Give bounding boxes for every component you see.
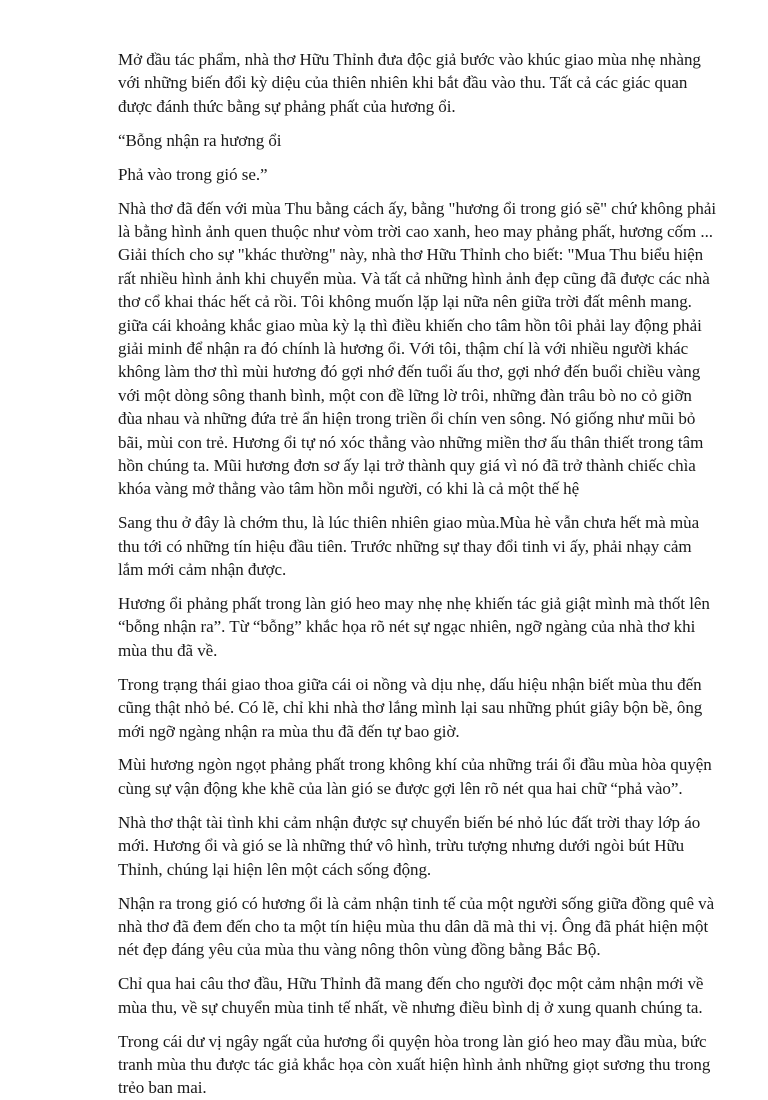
poem-line-1: “Bỗng nhận ra hương ổi bbox=[118, 130, 282, 150]
paragraph-chom-thu: Sang thu ở đây là chớm thu, là lúc thiên nhiên giao mùa.Mùa hè vẫn chưa hết mà mùa thu tới có những tín hiệu đầu tiên. Trước những sự thay đổi tinh vi ấy, phải nhạy cảm lắm mới cảm nhận được. bbox=[118, 513, 700, 580]
poem-line-2: Phả vào trong gió se.” bbox=[118, 164, 268, 184]
paragraph-tai-tinh: Nhà thơ thật tài tình khi cảm nhận được sự chuyển biến bé nhỏ lúc đất trời thay lớp áo mới. Hương ổi và gió se là những thứ vô hình, trừu tượng nhưng dưới ngòi bút Hữu Thỉnh, chúng lại hiện lên một cách sống động. bbox=[118, 812, 701, 879]
paragraph-pha-vao: Mùi hương ngòn ngọt phảng phất trong không khí của những trái ổi đầu mùa hòa quyện cùng sự vận động khe khẽ của làn gió se được gợi lên rõ nét qua hai chữ “phả vào”. bbox=[118, 755, 712, 798]
paragraph-intro: Mở đầu tác phẩm, nhà thơ Hữu Thỉnh đưa độc giả bước vào khúc giao mùa nhẹ nhàng với những biến đổi kỳ diệu của thiên nhiên khi bắt đầu vào thu. Tất cả các giác quan được đánh thức bằng sự phảng phất của hương ổi. bbox=[118, 50, 701, 116]
paragraph-giao-thoa: Trong trạng thái giao thoa giữa cái oi nồng và dịu nhẹ, dấu hiệu nhận biết mùa thu đến cũng thật nhỏ bé. Có lẽ, chỉ khi nhà thơ lắng mình lại sau những phút giây bộn bề, ông mới ngỡ ngàng nhận ra mùa thu đã đến tự bao giờ. bbox=[118, 674, 703, 741]
paragraph-huong-oi: Nhà thơ đã đến với mùa Thu bằng cách ấy, bằng "hương ổi trong gió sẽ" chứ không phải là bằng hình ảnh quen thuộc như vòm trời cao xanh, heo may phảng phất, hương cốm ... Giải thích cho sự "khác thường" này, nhà thơ Hữu Thỉnh cho biết: "Mua Thu biểu hiện rất nhiều hình ảnh khi chuyển mùa. Và tất cả những hình ảnh đẹp cũng đã được các nhà thơ cổ khai thác hết cả rồi. Tôi không muốn lặp lại nữa nên giữa trời đất mênh mang. giữa cái khoảng khắc giao mùa kỳ lạ thì điều khiến cho tâm hồn tôi phải lay động phải giải minh để nhận ra đó chính là hương ổi. Với tôi, thậm chí là với nhiều người khác không làm thơ thì mùi hương đó gợi nhớ đến tuổi ấu thơ, gợi nhớ đến buổi chiều vàng với một dòng sông thanh bình, một con đề lững lờ trôi, những đàn trâu bò no cỏ giỡn đùa nhau và những đứa trẻ ẩn hiện trong triền ổi chín ven sông. Nó giống như mũi bỏ bãi, mùi con trẻ. Hương ổi tự nó xóc thẳng vào những miền thơ ấu thân thiết trong tâm hồn chúng ta. Mũi hương đơn sơ ấy lại trở thành quy giá vì nó đã trở thành chiếc chìa khóa vàng mở thẳng vào tâm hồn mỗi người, có khi là cả một thế hệ bbox=[118, 198, 717, 499]
paragraph-du-vi: Trong cái dư vị ngây ngất của hương ổi quyện hòa trong làn gió heo may đầu mùa, bức tranh mùa thu được tác giả khắc họa còn xuất hiện hình ảnh những giọt sương thu trong trẻo ban mai. bbox=[118, 1031, 711, 1098]
paragraph-tinh-te: Nhận ra trong gió có hương ổi là cảm nhận tinh tế của một người sống giữa đồng quê và nhà thơ đã đem đến cho ta một tín hiệu mùa thu dân dã mà thi vị. Ông đã phát hiện một nét đẹp đáng yêu của mùa thu vàng nông thôn vùng đồng bằng Bắc Bộ. bbox=[118, 893, 715, 960]
paragraph-hai-cau-tho: Chỉ qua hai câu thơ đầu, Hữu Thỉnh đã mang đến cho người đọc một cảm nhận mới về mùa thu, về sự chuyển mùa tinh tế nhất, về nhưng điều bình dị ở xung quanh chúng ta. bbox=[118, 974, 704, 1017]
paragraph-bong-nhan-ra: Hương ổi phảng phất trong làn gió heo may nhẹ nhẹ khiến tác giả giật mình mà thốt lên “bỗng nhận ra”. Từ “bỗng” khắc họa rõ nét sự ngạc nhiên, ngỡ ngàng của nhà thơ khi mùa thu đã về. bbox=[118, 594, 710, 660]
